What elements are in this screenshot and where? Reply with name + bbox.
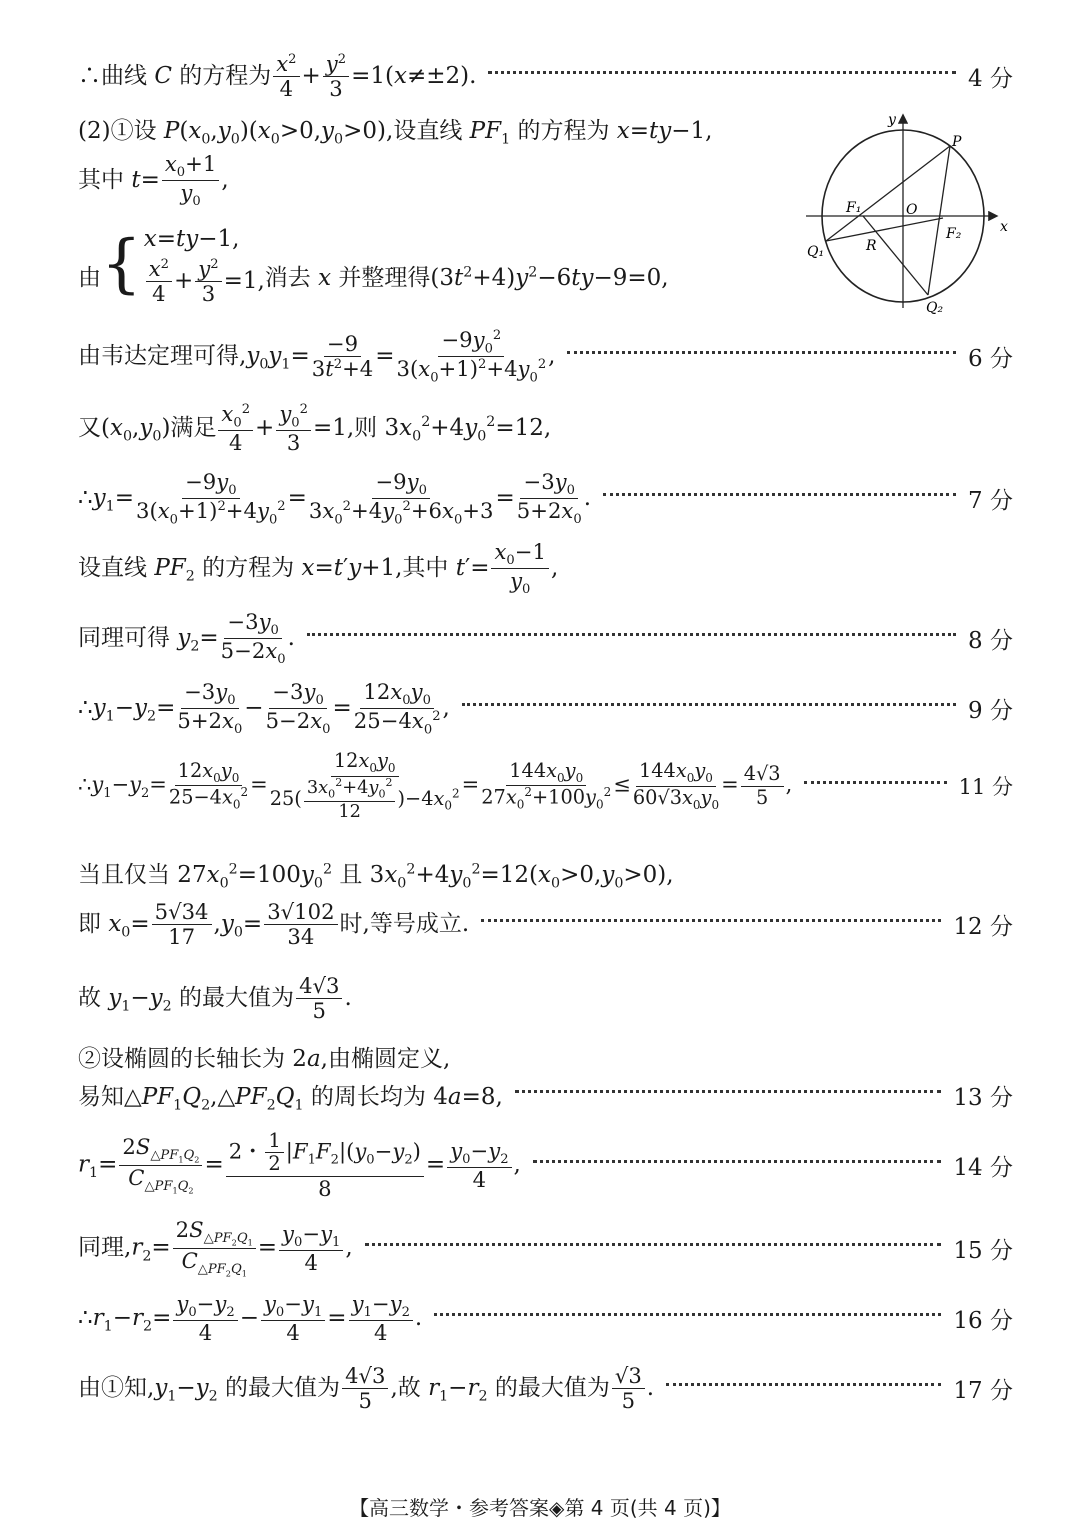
line-15: ②设椭圆的长轴长为 2a,由椭圆定义, xyxy=(78,1046,451,1072)
line-14: 故 $y_1-y_2$ 的最大值为 $\frac{4√3}{5}$ . xyxy=(78,973,352,1024)
line-5: 由韦达定理可得$,y_0y_1=$ $\frac{-9}{3t^2+4}$ = $\frac{-9y_0^2}{3(x_0+1)^2+4y_0^2}$ , 6 分 xyxy=(78,327,1013,386)
label-f2: F₂ xyxy=(946,226,962,242)
score-13: 13 分 xyxy=(953,1085,1013,1112)
label-y: y xyxy=(888,112,896,128)
line-q1-f2 xyxy=(826,218,943,241)
line-6: 又$(x_0,y_0)$满足 $\frac{x_0^2}{4}$ + $\frac{y_0^2}{3}$ =1,则 $3x_0^2+4y_0^2=12$, xyxy=(78,401,552,456)
score-17: 17 分 xyxy=(953,1378,1013,1405)
score-11: 11 分 xyxy=(958,775,1013,800)
line-9: 同理可得 $y_2=$ $\frac{-3y_0}{5-2x_0}$ . 8 分 xyxy=(78,609,1013,668)
line-20: 由①知$,y_1-y_2$ 的最大值为 $\frac{4√3}{5}$ ,故 $r_1-r_2$ 的最大值为 $\frac{√3}{5}$ . 17 分 xyxy=(78,1363,1013,1414)
line-11: $\therefore y_1-y_2=$ $\frac{12x_0y_0}{25-4x_0^2}$ = $12x_0y_0$ 25( $\frac{3x_0^2+4y_0^2}{12}$ )$-4x_0^2$ = $\frac{144x_0y_0}{27x_0^2+100y_0^2}$ ≤ $\frac{144x_0y_0}{60√3x_0y_0}$ = $\frac{4√3}{5}$ , 11 分 xyxy=(78,749,1013,822)
line-19: $\therefore r_1-r_2=$ $\frac{y_0-y_2}{4}$ − $\frac{y_0-y_1}{4}$ = $\frac{y_1-y_2}{4}$ . 16 分 xyxy=(78,1291,1013,1346)
line-1 xyxy=(78,52,1013,102)
line-1-text: ∴曲线 C 的方程为 $\frac{x^2}{4}$ + $\frac{y^2}{3}$ =1(x≠±2). xyxy=(78,51,477,102)
line-7: $\therefore y_1=$ $\frac{-9y_0}{3(x_0+1)^2+4y_0^2}$ = $\frac{-9y_0}{3x_0^2+4y_0^2+6x_0+3}$ = $\frac{-3y_0}{5+2x_0}$ . 7 分 xyxy=(78,469,1013,528)
score-4: 4 分 xyxy=(968,66,1013,93)
line-12: 当且仅当 $27x_0^2=100y_0^2$ 且 $3x_0^2+4y_0^2=12(x_0>0,y_0>0)$, xyxy=(78,861,674,892)
line-4: 由 { x=ty−1, $\frac{x^2}{4}$ + $\frac{y^2}{3}$ =1, 消去 x 并整理得$(3t^2+4)y^2-6ty-9=0$, xyxy=(78,226,669,306)
label-p: P xyxy=(952,134,962,150)
label-f1: F₁ xyxy=(846,200,862,216)
score-9: 9 分 xyxy=(968,698,1013,725)
label-o: O xyxy=(906,202,918,218)
label-x: x xyxy=(1000,219,1008,235)
label-q1: Q₁ xyxy=(807,244,825,260)
label-q2: Q₂ xyxy=(926,300,944,316)
score-12: 12 分 xyxy=(953,914,1013,941)
score-7: 7 分 xyxy=(968,488,1013,515)
score-15: 15 分 xyxy=(953,1238,1013,1265)
line-p-q1 xyxy=(826,146,950,241)
score-8: 8 分 xyxy=(968,628,1013,655)
page-footer: 【高三数学・参考答案◈第 4 页(共 4 页)】 xyxy=(349,1496,731,1520)
line-13: 即 $x_0=$ $\frac{5√34}{17}$ $,y_0=$ $\frac{3√102}{34}$ 时,等号成立. 12 分 xyxy=(78,899,1013,950)
line-18: 同理$,r_2=$ $\frac{2S_{\triangle PF_2Q_1}}{C_{\triangle PF_2Q_1}}$ = $\frac{y_0-y_1}{4}$ , 15 分 xyxy=(78,1217,1013,1280)
line-8: 设直线 $PF_2$ 的方程为 x=t′y+1,其中 t′= $\frac{x_0-1}{y_0}$ , xyxy=(78,539,559,598)
score-6: 6 分 xyxy=(968,346,1013,373)
line-2: (2)①设 $P(x_0,y_0)(x_0>0,y_0>0)$,设直线 $PF_1$ 的方程为 x=ty−1, xyxy=(78,118,713,148)
label-r: R xyxy=(866,238,877,254)
line-16: 易知$\triangle PF_1Q_2,\triangle PF_2Q_1$ 的周长均为 4a=8, 13 分 xyxy=(78,1078,1013,1114)
ellipse-figure xyxy=(800,108,1020,318)
line-10: $\therefore y_1-y_2=$ $\frac{-3y_0}{5+2x_0}$ − $\frac{-3y_0}{5-2x_0}$ = $\frac{12x_0y_0}{25-4x_0^2}$ , 9 分 xyxy=(78,679,1013,738)
score-16: 16 分 xyxy=(953,1308,1013,1335)
line-17: $r_1=$ $\frac{2S_{\triangle PF_1Q_2}}{C_{\triangle PF_1Q_2}}$ = 2・ $\frac{1}{2}$ $|F_1F_2|(y_0-y_2)$ 8 = $\frac{y_0-y_2}{4}$ , 14 分 xyxy=(78,1129,1013,1201)
line-3: 其中 t= $\frac{x_0+1}{y_0}$ , xyxy=(78,151,229,210)
score-14: 14 分 xyxy=(953,1155,1013,1182)
